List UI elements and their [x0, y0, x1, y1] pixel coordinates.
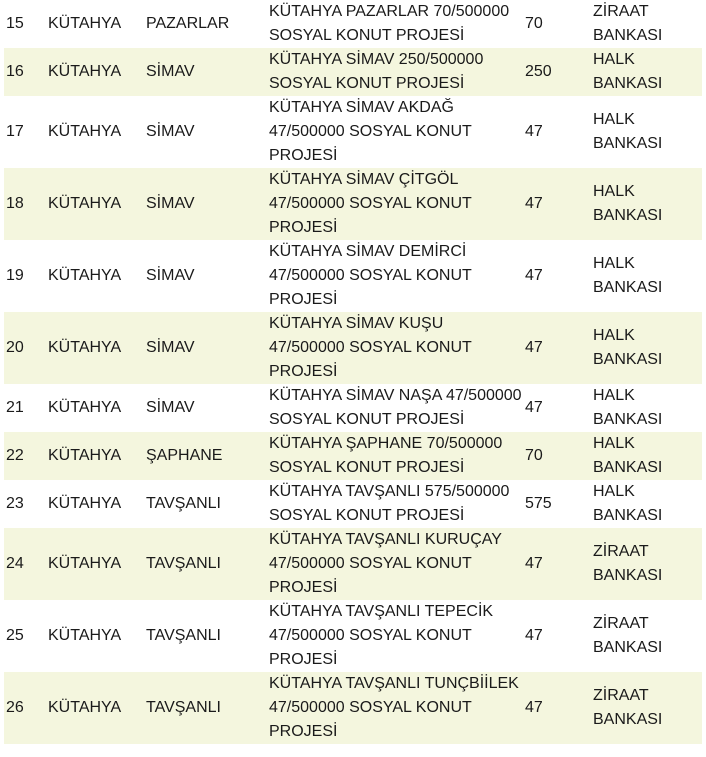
bank-cell: ZİRAAT BANKASI	[591, 528, 702, 600]
province-cell: KÜTAHYA	[46, 432, 144, 480]
unit-count-cell: 47	[523, 240, 591, 312]
row-number: 24	[4, 528, 46, 600]
unit-count-cell: 250	[523, 48, 591, 96]
province-cell: KÜTAHYA	[46, 168, 144, 240]
table-row	[4, 672, 702, 744]
bank-cell: ZİRAAT BANKASI	[591, 672, 702, 744]
bank-cell: HALK BANKASI	[591, 432, 702, 480]
province-cell: KÜTAHYA	[46, 528, 144, 600]
row-number: 25	[4, 600, 46, 672]
project-name-cell: KÜTAHYA SİMAV NAŞA 47/500000 SOSYAL KONUT PROJESİ	[267, 384, 523, 432]
unit-count-cell: 70	[523, 432, 591, 480]
district-cell: SİMAV	[144, 384, 267, 432]
row-number: 19	[4, 240, 46, 312]
project-name-cell: KÜTAHYA SİMAV DEMİRCİ 47/500000 SOSYAL KONUT PROJESİ	[267, 240, 523, 312]
project-name-cell: KÜTAHYA TAVŞANLI TUNÇBİİLEK 47/500000 SOSYAL KONUT PROJESİ	[267, 672, 523, 744]
province-cell: KÜTAHYA	[46, 0, 144, 48]
project-name-cell: KÜTAHYA SİMAV ÇİTGÖL 47/500000 SOSYAL KONUT PROJESİ	[267, 168, 523, 240]
bank-cell: HALK BANKASI	[591, 96, 702, 168]
table-row	[4, 432, 702, 480]
province-cell: KÜTAHYA	[46, 384, 144, 432]
province-cell: KÜTAHYA	[46, 240, 144, 312]
province-cell: KÜTAHYA	[46, 96, 144, 168]
province-cell: KÜTAHYA	[46, 48, 144, 96]
table-row	[4, 96, 702, 168]
row-number: 20	[4, 312, 46, 384]
row-number: 18	[4, 168, 46, 240]
project-name-cell: KÜTAHYA SİMAV 250/500000 SOSYAL KONUT PROJESİ	[267, 48, 523, 96]
district-cell: TAVŞANLI	[144, 480, 267, 528]
district-cell: PAZARLAR	[144, 0, 267, 48]
bank-cell: ZİRAAT BANKASI	[591, 600, 702, 672]
unit-count-cell: 47	[523, 168, 591, 240]
table-row	[4, 384, 702, 432]
unit-count-cell: 47	[523, 528, 591, 600]
project-name-cell: KÜTAHYA TAVŞANLI KURUÇAY 47/500000 SOSYAL KONUT PROJESİ	[267, 528, 523, 600]
row-number: 17	[4, 96, 46, 168]
bank-cell: HALK BANKASI	[591, 384, 702, 432]
district-cell: SİMAV	[144, 96, 267, 168]
unit-count-cell: 47	[523, 384, 591, 432]
bank-cell: HALK BANKASI	[591, 480, 702, 528]
district-cell: SİMAV	[144, 168, 267, 240]
district-cell: SİMAV	[144, 240, 267, 312]
district-cell: SİMAV	[144, 48, 267, 96]
project-name-cell: KÜTAHYA SİMAV AKDAĞ 47/500000 SOSYAL KONUT PROJESİ	[267, 96, 523, 168]
table-row	[4, 168, 702, 240]
province-cell: KÜTAHYA	[46, 480, 144, 528]
province-cell: KÜTAHYA	[46, 672, 144, 744]
table-row	[4, 312, 702, 384]
bank-cell: HALK BANKASI	[591, 240, 702, 312]
project-name-cell: KÜTAHYA PAZARLAR 70/500000 SOSYAL KONUT PROJESİ	[267, 0, 523, 48]
province-cell: KÜTAHYA	[46, 312, 144, 384]
row-number: 21	[4, 384, 46, 432]
bank-cell: ZİRAAT BANKASI	[591, 0, 702, 48]
table-row	[4, 480, 702, 528]
bank-cell: HALK BANKASI	[591, 312, 702, 384]
district-cell: TAVŞANLI	[144, 672, 267, 744]
district-cell: ŞAPHANE	[144, 432, 267, 480]
district-cell: TAVŞANLI	[144, 528, 267, 600]
unit-count-cell: 47	[523, 600, 591, 672]
district-cell: SİMAV	[144, 312, 267, 384]
housing-projects-table	[4, 0, 702, 744]
row-number: 15	[4, 0, 46, 48]
project-name-cell: KÜTAHYA TAVŞANLI TEPECİK 47/500000 SOSYAL KONUT PROJESİ	[267, 600, 523, 672]
province-cell: KÜTAHYA	[46, 600, 144, 672]
unit-count-cell: 575	[523, 480, 591, 528]
table-row	[4, 600, 702, 672]
row-number: 22	[4, 432, 46, 480]
table-row	[4, 48, 702, 96]
unit-count-cell: 47	[523, 96, 591, 168]
project-name-cell: KÜTAHYA TAVŞANLI 575/500000 SOSYAL KONUT PROJESİ	[267, 480, 523, 528]
project-name-cell: KÜTAHYA SİMAV KUŞU 47/500000 SOSYAL KONUT PROJESİ	[267, 312, 523, 384]
unit-count-cell: 70	[523, 0, 591, 48]
row-number: 23	[4, 480, 46, 528]
bank-cell: HALK BANKASI	[591, 48, 702, 96]
row-number: 26	[4, 672, 46, 744]
row-number: 16	[4, 48, 46, 96]
bank-cell: HALK BANKASI	[591, 168, 702, 240]
table-row	[4, 528, 702, 600]
table-row	[4, 240, 702, 312]
district-cell: TAVŞANLI	[144, 600, 267, 672]
unit-count-cell: 47	[523, 312, 591, 384]
table-row	[4, 0, 702, 48]
project-name-cell: KÜTAHYA ŞAPHANE 70/500000 SOSYAL KONUT PROJESİ	[267, 432, 523, 480]
unit-count-cell: 47	[523, 672, 591, 744]
